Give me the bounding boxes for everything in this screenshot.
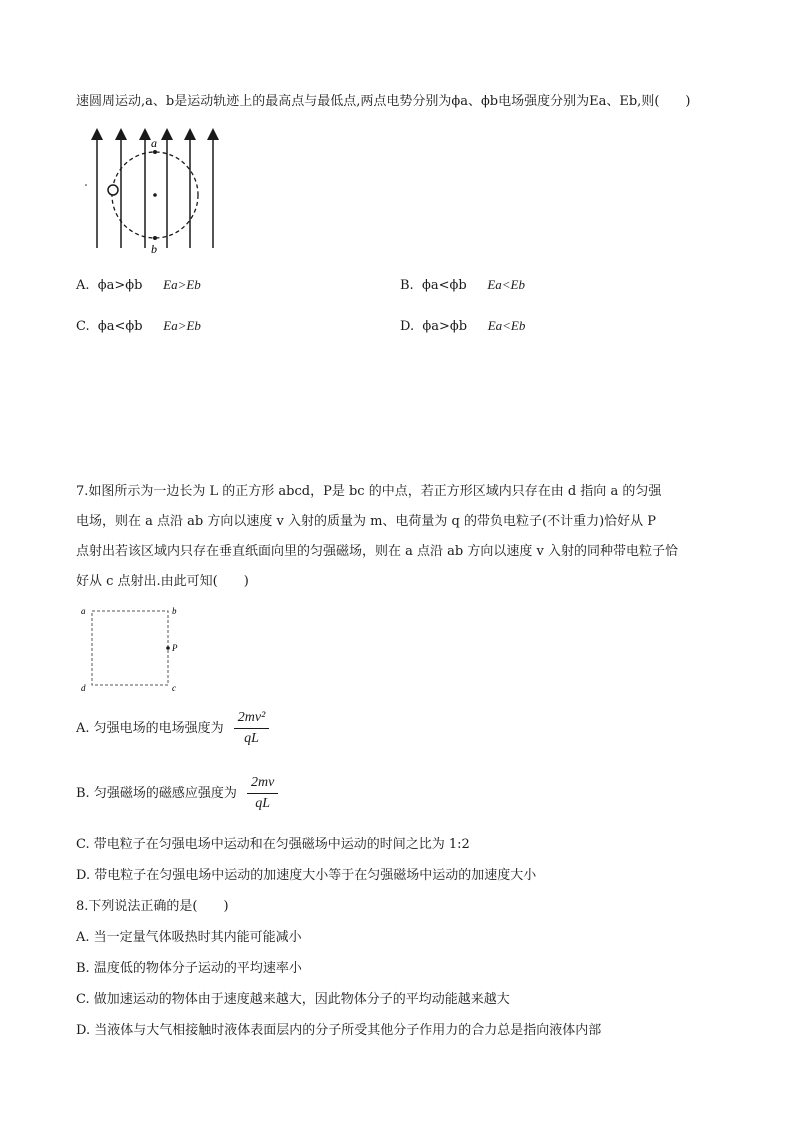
q6-stem: 速圆周运动,a、b是运动轨迹上的最高点与最低点,两点电势分别为ϕa、ϕb电场强度分别为Ea、Eb,则( ) <box>76 94 691 109</box>
charged-ball <box>108 185 118 195</box>
q7-option-b[interactable]: B. 匀强磁场的磁感应强度为 $\frac{2mv}{qL}$ <box>76 775 278 812</box>
q6-option-c[interactable]: C. ϕa<ϕb Ea>Eb <box>76 318 201 334</box>
label-a: a <box>151 136 157 150</box>
label-d: d <box>81 683 86 693</box>
q6-option-d[interactable]: D. ϕa>ϕb Ea<Eb <box>400 318 526 334</box>
q7-stem-line2: 电场，则在 a 点沿 ab 方向以速度 v 入射的质量为 m、电荷量为 q 的带负电粒子(不计重力)恰好从 P <box>76 514 657 529</box>
q7-stem-line3: 点射出若该区域内只存在垂直纸面向里的匀强磁场，则在 a 点沿 ab 方向以速度 v 入射的同种带电粒子恰 <box>76 544 678 559</box>
q6-option-b[interactable]: B. ϕa<ϕb Ea<Eb <box>400 277 525 293</box>
q7-option-a[interactable]: A. 匀强电场的电场强度为 $\frac{\text{2mv²}}{qL}$ <box>76 710 269 747</box>
q7-option-d[interactable]: D. 带电粒子在匀强电场中运动的加速度大小等于在匀强磁场中运动的加速度大小 <box>76 868 537 883</box>
center-dot <box>153 193 157 197</box>
q6-option-a[interactable]: A. ϕa>ϕb Ea>Eb <box>76 277 201 293</box>
fraction: $\frac{\text{2mv²}}{qL}$ <box>234 710 270 747</box>
q7-stem-line4: 好从 c 点射出.由此可知( ) <box>76 574 249 589</box>
label-b: b <box>151 242 157 256</box>
q8-option-c[interactable]: C. 做加速运动的物体由于速度越来越大，因此物体分子的平均动能越来越大 <box>76 992 510 1007</box>
square-region <box>92 611 168 685</box>
q7-option-c[interactable]: C. 带电粒子在匀强电场中运动和在匀强磁场中运动的时间之比为 1:2 <box>76 837 470 852</box>
point-a <box>153 150 157 154</box>
q8-option-b[interactable]: B. 温度低的物体分子运动的平均速率小 <box>76 961 302 976</box>
label-p: P <box>172 643 178 653</box>
label-c: c <box>172 683 176 693</box>
q8-option-a[interactable]: A. 当一定量气体吸热时其内能可能减小 <box>76 930 302 945</box>
q8-stem: 8.下列说法正确的是( ) <box>76 899 229 914</box>
q8-option-d[interactable]: D. 当液体与大气相接触时液体表面层内的分子所受其他分子作用力的合力总是指向液体内部 <box>76 1023 602 1038</box>
fraction: $\frac{2mv}{qL}$ <box>247 775 278 812</box>
label-a: a <box>81 606 86 616</box>
q7-stem-line1: 7.如图所示为一边长为 L 的正方形 abcd，P是 bc 的中点，若正方形区域内只存在由 d 指向 a 的匀强 <box>76 484 662 499</box>
point-b <box>153 236 157 240</box>
q7-square-figure <box>78 603 188 695</box>
label-b: b <box>172 606 177 616</box>
q6-field-figure <box>84 128 224 256</box>
point-p <box>166 646 170 650</box>
